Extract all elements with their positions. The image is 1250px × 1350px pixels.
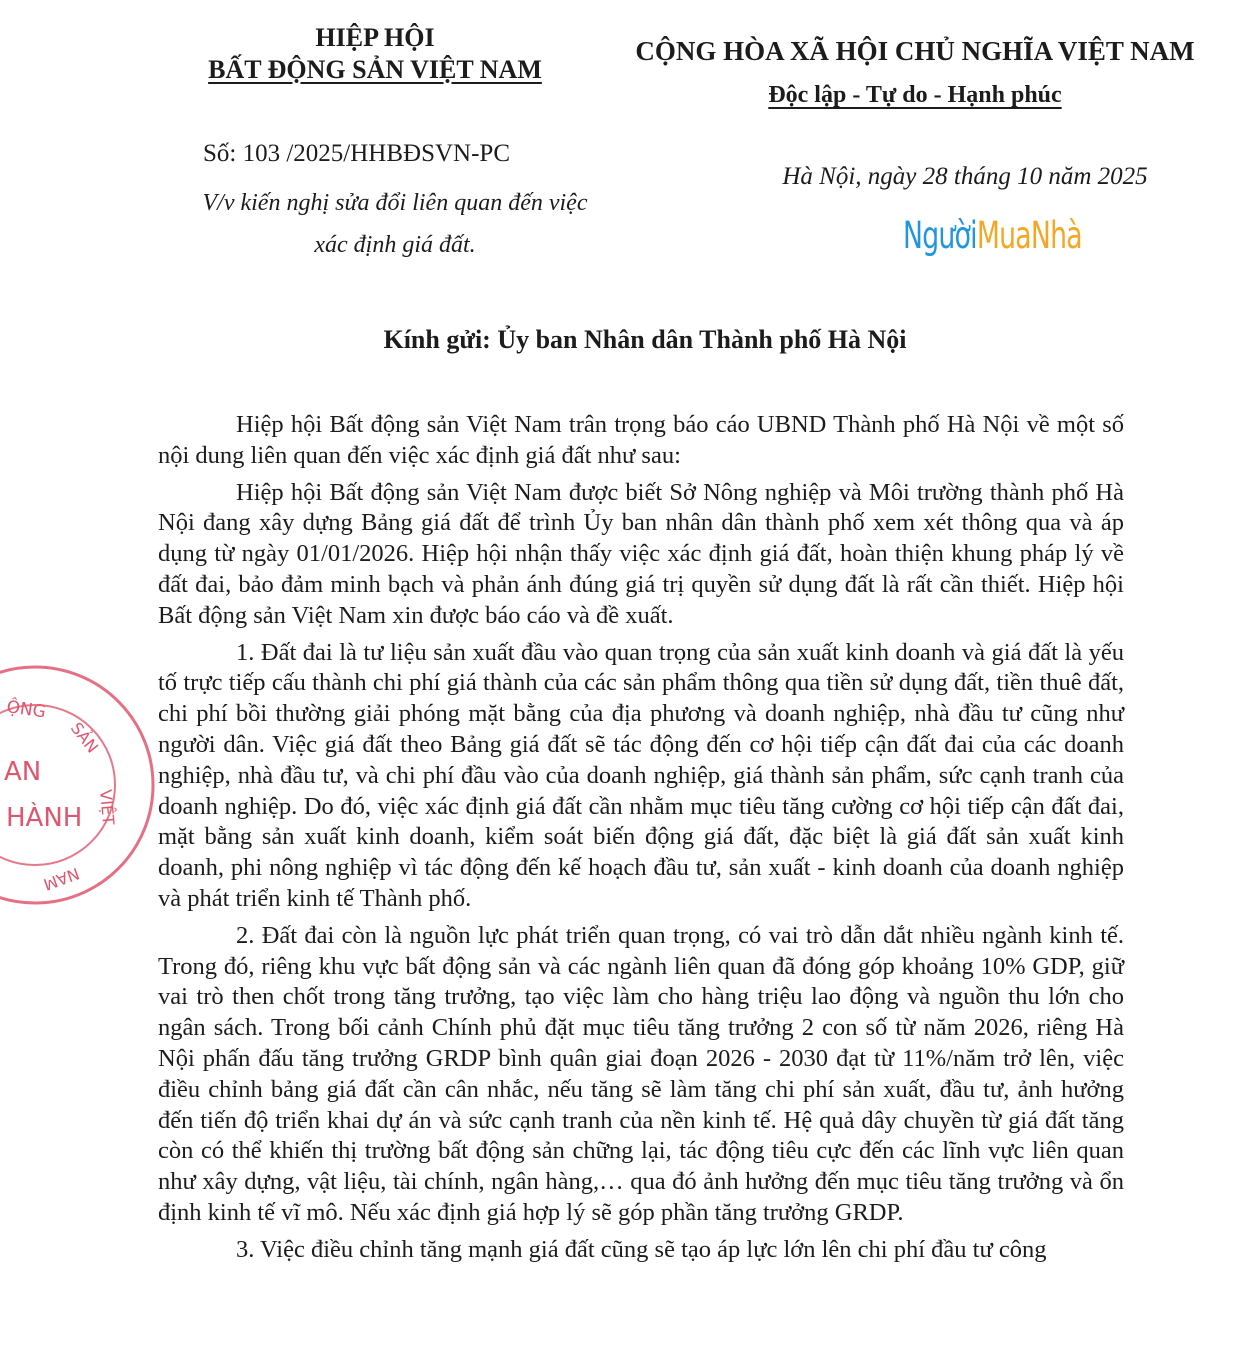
national-header xyxy=(630,34,1200,112)
seal-text-bottom: NAM xyxy=(40,863,82,895)
seal-text-right-2: VIỆT xyxy=(96,788,119,826)
national-motto: Độc lập - Tự do - Hạnh phúc xyxy=(768,82,1062,108)
organization-line-2: BẤT ĐỘNG SẢN VIỆT NAM xyxy=(208,55,542,84)
seal-text-right-1: SẢN xyxy=(66,718,103,757)
document-body xyxy=(158,410,1124,1272)
subject-line-2: xác định giá đất. xyxy=(314,232,476,258)
subject-line-1: V/v kiến nghị sửa đổi liên quan đến việc xyxy=(202,190,588,216)
seal-text-center-1: AN xyxy=(4,757,42,787)
paragraph: Hiệp hội Bất động sản Việt Nam trân trọng báo cáo UBND Thành phố Hà Nội về một số nội dung liên quan đến việc xác định giá đất như sau: xyxy=(158,411,1124,469)
seal-text-center-2: HÀNH xyxy=(6,803,83,833)
paragraph: 1. Đất đai là tư liệu sản xuất đầu vào quan trọng của sản xuất kinh doanh và giá đất là yếu tố trực tiếp cấu thành chi phí giá thành của các sản phẩm thông qua tiền sử dụng đất, tiền thuê đất, chi phí bồi thường giải phóng mặt bằng của địa phương và doanh nghiệp, nhà đầu tư cũng như người dân. Việc giá đất theo Bảng giá đất sẽ tác động đến cơ hội tiếp cận đất đai của các doanh nghiệp, nhà đầu tư, và chi phí đầu vào của doanh nghiệp, giá thành sản phẩm, sức cạnh tranh của doanh nghiệp. Do đó, việc xác định giá đất cần nhằm mục tiêu tăng cường cơ hội tiếp cận đất đai, mặt bằng sản xuất kinh doanh, kiểm soát biến động giá đất, đặc biệt là giá đất sản xuất kinh doanh, phi nông nghiệp vì tác động đến kế hoạch đầu tư, sản xuất - kinh doanh của doanh nghiệp và phát triển kinh tế Thành phố. xyxy=(158,638,1124,912)
watermark-logo xyxy=(903,214,1082,257)
document-number: Số: 103 /2025/HHBĐSVN-PC xyxy=(203,140,510,167)
watermark-part-2: MuaNhà xyxy=(976,214,1082,257)
paragraph: 3. Việc điều chỉnh tăng mạnh giá đất cũng sẽ tạo áp lực lớn lên chi phí đầu tư công xyxy=(236,1235,1047,1263)
recipient-line: Kính gửi: Ủy ban Nhân dân Thành phố Hà Nội xyxy=(383,325,907,354)
seal-text-top: ỘNG xyxy=(5,697,47,723)
paragraph: Hiệp hội Bất động sản Việt Nam được biết Sở Nông nghiệp và Môi trường thành phố Hà Nội đang xây dựng Bảng giá đất để trình Ủy ban nhân dân thành phố xem xét thông qua và áp dụng từ ngày 01/01/2026. Hiệp hội nhận thấy việc xác định giá đất, hoàn thiện khung pháp lý về đất đai, bảo đảm minh bạch và phản ánh đúng giá trị quyền sử dụng đất là rất cần thiết. Hiệp hội Bất động sản Việt Nam xin được báo cáo và đề xuất. xyxy=(158,478,1124,629)
watermark-part-1: Người xyxy=(903,214,977,257)
place-and-date: Hà Nội, ngày 28 tháng 10 năm 2025 xyxy=(782,163,1148,190)
official-seal-stamp xyxy=(0,660,160,910)
issuing-organization xyxy=(150,22,600,86)
organization-line-1: HIỆP HỘI xyxy=(315,23,435,52)
document-subject xyxy=(150,182,640,266)
paragraph: 2. Đất đai còn là nguồn lực phát triển quan trọng, có vai trò dẫn dắt nhiều ngành kinh tế. Trong đó, riêng khu vực bất động sản và các ngành liên quan đã đóng góp khoảng 10% GDP, giữ vai trò then chốt trong tăng trưởng, tạo việc làm cho hàng triệu lao động và nguồn thu lớn cho ngân sách. Trong bối cảnh Chính phủ đặt mục tiêu tăng trưởng 2 con số từ năm 2026, riêng Hà Nội phấn đấu tăng trưởng GRDP bình quân giai đoạn 2026 - 2030 đạt từ 11%/năm trở lên, việc điều chỉnh bảng giá đất cần cân nhắc, nếu tăng sẽ làm tăng chi phí sản xuất, đầu tư, ảnh hưởng đến tiến độ triển khai dự án và sức cạnh tranh của nền kinh tế. Hệ quả dây chuyền từ giá đất tăng còn có thể khiến thị trường bất động sản chững lại, tác động tiêu cực đến các lĩnh vực liên quan như xây dựng, vật liệu, tài chính, ngân hàng,… qua đó ảnh hưởng đến mục tiêu tăng trưởng và ổn định kinh tế vĩ mô. Nếu xác định giá hợp lý sẽ góp phần tăng trưởng GRDP. xyxy=(158,921,1124,1226)
national-title: CỘNG HÒA XÃ HỘI CHỦ NGHĨA VIỆT NAM xyxy=(635,36,1195,66)
